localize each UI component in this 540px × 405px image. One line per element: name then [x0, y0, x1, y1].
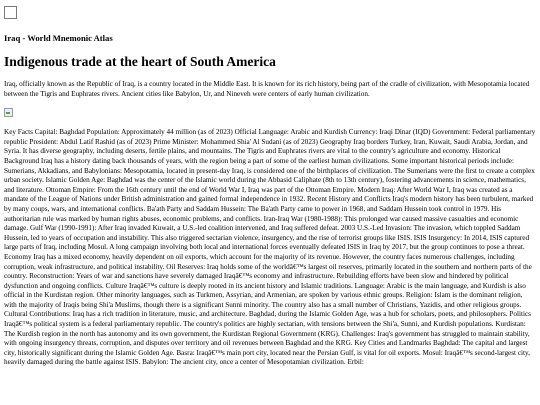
site-logo-image	[4, 6, 17, 19]
article-body: Key Facts Capital: Baghdad Population: Approximately 44 million (as of 2023) Official Language: Arabic and Kurdish Currency: Iraqi Dinar (IQD) Government: Federal parliamentary republic President: Abdul Latif Rashid (as of 2023) Prime Minister: Mohammed Shia' Al Sudani (as of 2023) Geography Iraq borders Turkey, Iran, Kuwait, Saudi Arabia, Jordan, and Syria. It has diverse geography, including deserts, fertile plains, and mountains. The Tigris and Euphrates rivers are vital to the country's agriculture and economy. Historical Background Iraq has a history dating back thousands of years, with the region being a part of some of the earliest human civilizations. Some important historical periods include: Sumerians, Akkadians, and Babylonians: Mesopotamia, located in present-day Iraq, is considered one of the birthplaces of civilization. The Sumerians were the first to create a complex urban society. Islamic Golden Age: Baghdad was the center of the Islamic world during the Abbasid Caliphate (8th to 13th century), fostering advancements in science, mathematics, and literature. Ottoman Empire: From the 16th century until the end of World War I, Iraq was part of the Ottoman Empire. Modern Iraq: After World War I, Iraq was created as a mandate of the League of Nations under British administration and gained formal independence in 1932. Recent History and Conflicts Iraq's modern history has been turbulent, marked by many coups, wars, and international conflicts. Ba'ath Party and Saddam Hussein: The Ba'ath Party came to power in 1968, and Saddam Hussein took control in 1979. His authoritarian rule was marked by human rights abuses, economic problems, and conflicts. Iran-Iraq War (1980-1988): This prolonged war caused massive casualties and economic damage. Gulf War (1990-1991): After Iraq invaded Kuwait, a U.S.-led coalition intervened, and Iraq suffered defeat. 2003 U.S.-Led Invasion: The invasion, which toppled Saddam Hussein, led to years of occupation and instability. This also triggered sectarian violence, insurgency, and the rise of terrorist groups like ISIS. ISIS Insurgency: In 2014, ISIS captured large parts of Iraq, including Mosul. A long campaign involving both local and international forces eventually defeated ISIS in Iraq by 2017, but the group continues to pose a threat. Economy Iraq has a mixed economy, heavily dependent on oil exports, which account for the majority of its revenue. However, the country faces numerous challenges, including corruption, weak infrastructure, and political instability. Oil Reserves: Iraq holds some of the worldâ€™s largest oil reserves, primarily located in the southern and northern parts of the country. Reconstruction: Years of war and sanctions have severely damaged Iraqâ€™s economy and infrastructure. Rebuilding efforts have been slow and hindered by political dysfunction and ongoing conflicts. Culture Iraqâ€™s culture is deeply rooted in its ancient history and Islamic traditions. Language: Arabic is the main language, and Kurdish is also official in the Kurdistan region. Other minority languages, such as Turkmen, Assyrian, and Armenian, are spoken by various ethnic groups. Religion: Islam is the dominant religion, with the majority of Iraqis being Shi'a Muslims, though there is a significant Sunni minority. The country also has a small number of Christians, Yazidis, and other religious groups. Cultural Contributions: Iraq has a rich tradition in literature, music, and architecture. Baghdad, during the Islamic Golden Age, was a hub for scholars, poets, and philosophers. Politics Iraqâ€™s political system is a federal parliamentary republic. The country's politics are highly sectarian, with tensions between the Shi'a, Sunni, and Kurdish populations. Kurdistan: The Kurdish region in the north has autonomy and its own government, the Kurdistan Regional Government (KRG). Challenges: Iraq's government has struggled to maintain stability, with ongoing insurgency threats, corruption, and disputes over territory and oil revenues between Baghdad and the KRG. Key Cities and Landmarks Baghdad: The capital and largest city, historically significant during the Islamic Golden Age. Basra: Iraqâ€™s main port city, located near the Persian Gulf, is vital for oil exports. Mosul: Iraqâ€™s second-largest city, heavily damaged during the battle against ISIS. Babylon: The ancient city, once a center of Mesopotamian civilization. Erbil:	[4, 128, 536, 367]
article-headline: Indigenous trade at the heart of South America	[4, 54, 276, 69]
broken-image-icon	[4, 108, 13, 117]
site-title: Iraq - World Mnemonic Atlas	[4, 33, 113, 43]
article-intro: Iraq, officially known as the Republic of Iraq, is a country located in the Middle East. It is known for its rich history, being part of the cradle of civilization, with Mesopotamia located between the Tigris and Euphrates rivers. Ancient cities like Babylon, Ur, and Nineveh were centers of early human civilization.	[4, 80, 530, 98]
